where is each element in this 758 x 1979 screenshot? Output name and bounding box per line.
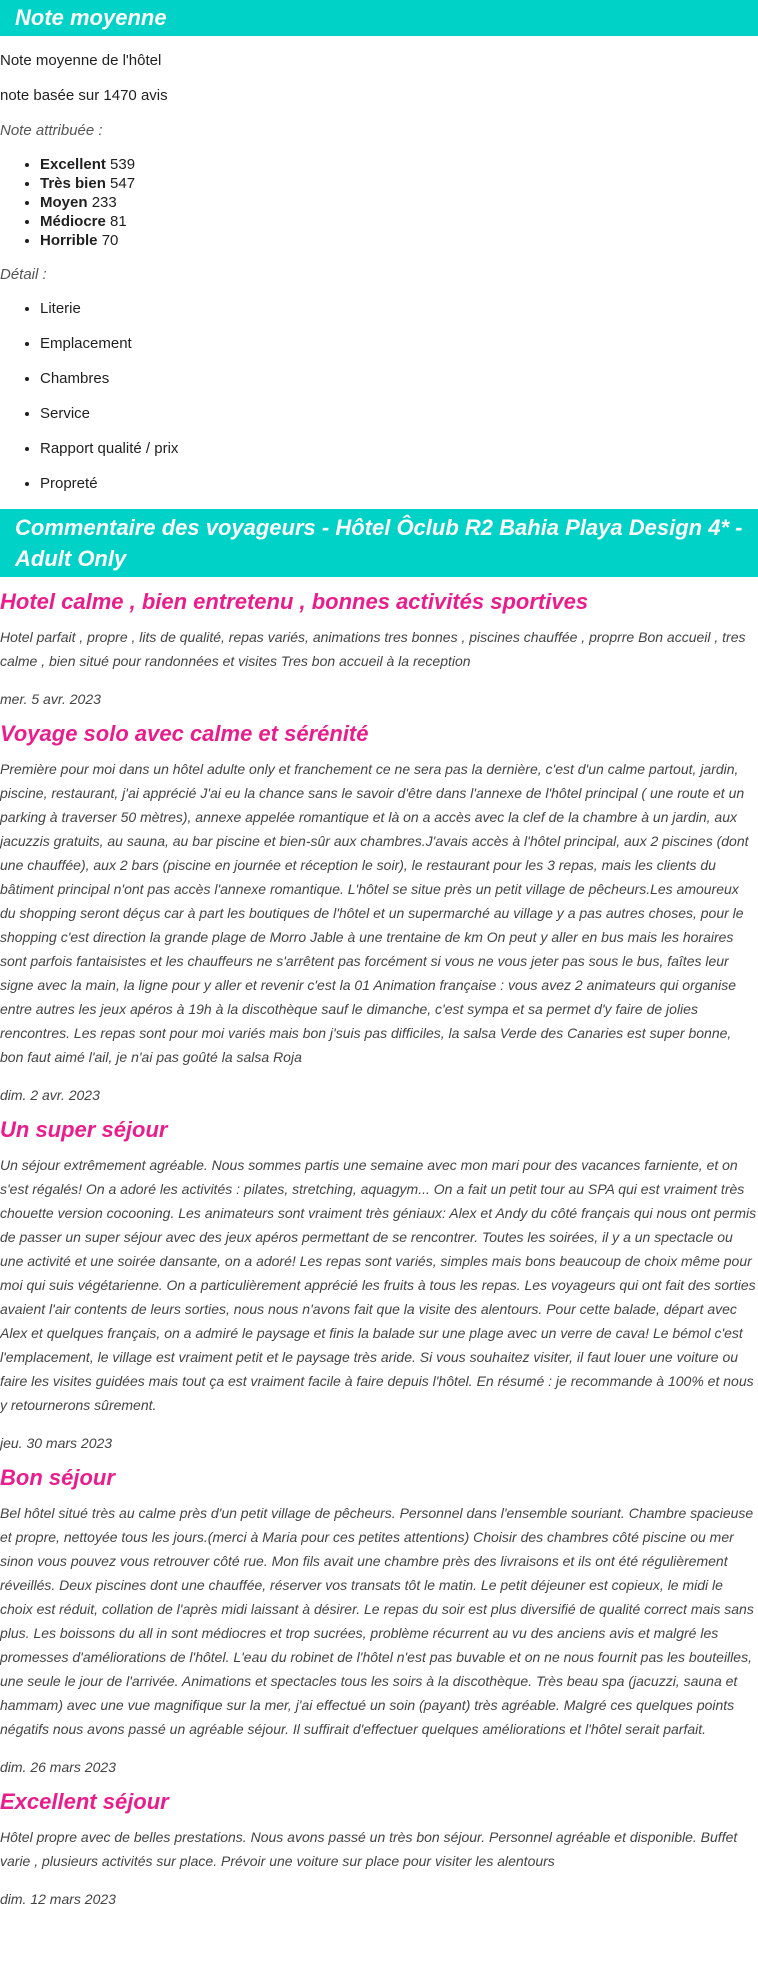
- rating-counts-list: [0, 155, 758, 250]
- review-count-text: note basée sur 1470 avis: [0, 87, 168, 104]
- rating-count-item: [40, 193, 758, 212]
- detail-item-service: • Service: [40, 404, 758, 424]
- review-text: Un séjour extrêmement agréable. Nous sommes partis une semaine avec mon mari pour des vacances farniente, et on s'est régalés! On a adoré les activités : pilates, stretching, aquagym... On a fait un petit tour au SPA qui est vraiment très chouette version cocooning. Les animateurs sont vraiment très géniaux: Alex et Andy du côté français qui nous ont permis de passer un super séjour avec des jeux apéros permettant de se rencontrer. Toutes les soirées, il y a un spectacle ou une activité et une soirée dansante, on a adoré! Les repas sont variés, simples mais bons beaucoup de choix même pour moi qui suis végétarienne. On a particulièrement apprécié les fruits à tous les repas. Les voyageurs qui ont fait des sorties avaient l'air contents de leurs sorties, nous nous n'avons fait que la visite des alentours. Pour cette balade, départ avec Alex et quelques français, on a admiré le paysage et finis la balade sur une plage avec un verre de cava! Le bémol c'est l'emplacement, le village est vraiment petit et le paysage très aride. Si vous souhaitez visiter, il faut louer une voiture ou faire les visites guidées mais tout ça est vraiment facile à faire depuis l'hôtel. En résumé : je recommande à 100% et nous y retournerons sûrement.: [0, 1157, 757, 1413]
- rating-count-item: [40, 155, 758, 174]
- rating-count-item: [40, 212, 758, 231]
- rating-summary-section: [0, 0, 758, 494]
- rating-count-label: Excellent: [40, 156, 106, 173]
- rating-count-label: Très bien: [40, 175, 106, 192]
- review-title: Voyage solo avec calme et sérénité: [0, 721, 369, 746]
- review-date: dim. 12 mars 2023: [0, 1891, 116, 1907]
- detail-item-literie: • Literie: [40, 299, 758, 319]
- rating-detail-list: [0, 299, 758, 494]
- rating-count-label: Horrible: [40, 232, 98, 249]
- review-card: [0, 1115, 758, 1453]
- review-title: Bon séjour: [0, 1465, 115, 1490]
- detail-item-chambres: • Chambres: [40, 369, 758, 389]
- review-text: Première pour moi dans un hôtel adulte only et franchement ce ne sera pas la dernière, c'est d'un calme partout, jardin, piscine, restaurant, j'ai apprécié J'ai eu la chance sans le savoir d'être dans l'annexe de l'hôtel principal ( une route et un parking à traverser 50 mètres), annexe appelée romantique et là on a accès avec la clef de la chambre à un jardin, aux jacuzzis gratuits, au sauna, au bar piscine et bien-sûr aux chambres.J'avais accès à l'hôtel principal, aux 2 piscines (dont une chauffée), aux 2 bars (piscine en journée et réception le soir), le restaurant pour les 3 repas, mais les clients du bâtiment principal n'ont pas accès l'annexe romantique. L'hôtel se situe près un petit village de pêcheurs.Les amoureux du shopping seront déçus car à part les boutiques de l'hôtel et un supermarché au village y a pas autres choses, pour le shopping c'est direction la grande plage de Morro Jable à une trentaine de km On peut y aller en bus mais les horaires sont parfois fantaisistes et les chauffeurs ne s'arrêtent pas forcément si vous ne vous jeter pas sous le bus, faîtes leur signe avec la main, la ligne pour y aller et revenir c'est la 01 Animation française : vous avez 2 animateurs qui organise entre autres les jeux apéros à 19h à la discothèque sauf le dimanche, c'est sympa et sa permet d'y faire de jolies rencontres. Les repas sont pour moi variés mais bon j'suis pas difficiles, la salsa Verde des Canaries est super bonne, bon faut aimé l'ail, je n'ai pas goûté la salsa Roja: [0, 761, 749, 1065]
- detail-item-emplacement: • Emplacement: [40, 334, 758, 354]
- review-date: dim. 26 mars 2023: [0, 1759, 116, 1775]
- review-title: Hotel calme , bien entretenu , bonnes activités sportives: [0, 589, 589, 614]
- rating-count-value: 81: [110, 213, 127, 230]
- rating-count-item: [40, 174, 758, 193]
- rating-count-item: [40, 231, 758, 250]
- review-date: dim. 2 avr. 2023: [0, 1087, 100, 1103]
- attributed-rating-label: Note attribuée :: [0, 122, 103, 139]
- rating-count-value: 233: [91, 194, 117, 211]
- detail-label: Détail :: [0, 266, 47, 283]
- rating-count-value: 70: [101, 232, 119, 249]
- traveler-comments-section: [0, 509, 758, 1909]
- review-date: mer. 5 avr. 2023: [0, 691, 101, 707]
- review-title: Excellent séjour: [0, 1789, 169, 1814]
- rating-count-value: 547: [110, 175, 136, 192]
- hotel-rating-label: Note moyenne de l'hôtel: [0, 52, 162, 69]
- rating-count-label: Médiocre: [40, 213, 106, 230]
- rating-summary-heading: Note moyenne: [0, 0, 758, 36]
- detail-item-rapport-qualite-prix: • Rapport qualité / prix: [40, 439, 758, 459]
- review-text: Hotel parfait , propre , lits de qualité, repas variés, animations tres bonnes , piscines chauffée , proprre Bon accueil , tres calme , bien situé pour randonnées et visites Tres bon accueil à la reception: [0, 629, 746, 669]
- rating-count-label: Moyen: [40, 194, 88, 211]
- review-card: [0, 1463, 758, 1777]
- review-text: Hôtel propre avec de belles prestations. Nous avons passé un très bon séjour. Personnel agréable et disponible. Buffet varie , plusieurs activités sur place. Prévoir une voiture sur place pour visiter les alentours: [0, 1829, 738, 1869]
- review-title: Un super séjour: [0, 1117, 168, 1142]
- rating-count-value: 539: [110, 156, 136, 173]
- comments-heading: Commentaire des voyageurs - Hôtel Ôclub R2 Bahia Playa Design 4* - Adult Only: [0, 509, 758, 577]
- review-text: Bel hôtel situé très au calme près d'un petit village de pêcheurs. Personnel dans l'ensemble souriant. Chambre spacieuse et propre, nettoyée tous les jours.(merci à Maria pour ces petites attentions) Choisir des chambres côté piscine ou mer sinon vous pouvez vous retrouver côté rue. Mon fils avait une chambre près des livraisons et ils ont été régulièrement réveillés. Deux piscines dont une chauffée, réserver vos transats tôt le matin. Le petit déjeuner est copieux, le midi le choix est réduit, collation de l'après midi laissant à désirer. Le repas du soir est plus diversifié de qualité correct mais sans plus. Les boissons du all in sont médiocres et trop sucrées, problème récurrent au vu des anciens avis et malgré les promesses d'améliorations de l'hôtel. L'eau du robinet de l'hôtel n'est pas buvable et on ne nous fournit pas les bouteilles, une seule le jour de l'arrivée. Animations et spectacles tous les soirs à la discothèque. Très beau spa (jacuzzi, sauna et hammam) avec une vue magnifique sur la mer, j'ai effectué un soin (payant) très agréable. Malgré ces quelques points négatifs nous avons passé un agréable séjour. Il suffirait d'effectuer quelques améliorations et l'hôtel serait parfait.: [0, 1505, 754, 1737]
- review-card: [0, 1787, 758, 1909]
- review-card: [0, 587, 758, 709]
- detail-item-proprete: • Propreté: [40, 474, 758, 494]
- review-date: jeu. 30 mars 2023: [0, 1435, 113, 1451]
- review-card: [0, 719, 758, 1105]
